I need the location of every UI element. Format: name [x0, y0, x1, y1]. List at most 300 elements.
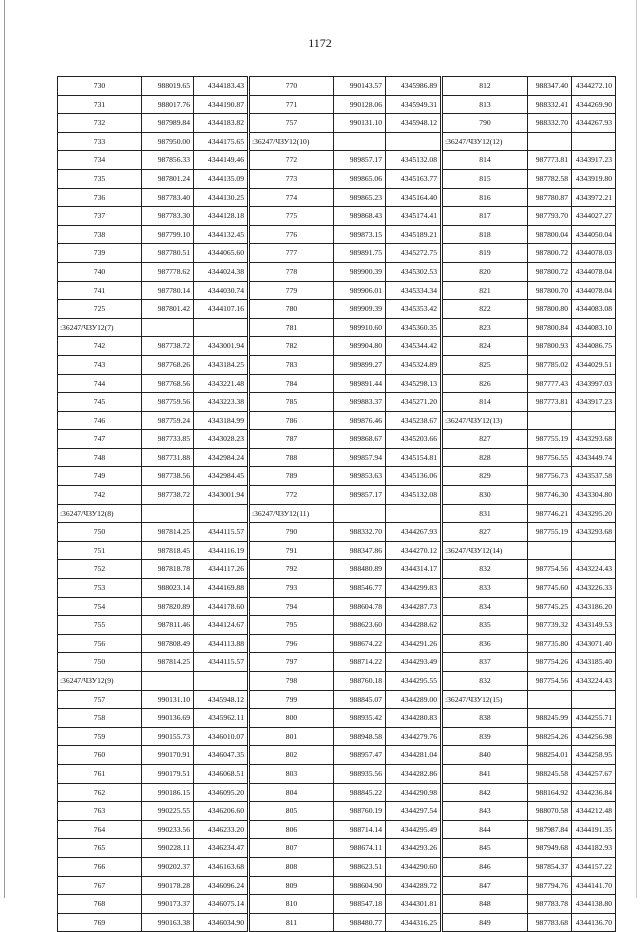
x-coordinate-cell: 990143.57: [334, 77, 386, 96]
point-number-cell: 742: [58, 337, 142, 356]
x-coordinate-cell: [528, 690, 572, 709]
y-coordinate-cell: 4344086.75: [572, 337, 616, 356]
point-number-cell: 738: [58, 225, 142, 244]
x-coordinate-cell: 987739.32: [528, 616, 572, 635]
x-coordinate-cell: 988935.56: [334, 764, 386, 783]
point-number-cell: 823: [442, 318, 528, 337]
y-coordinate-cell: 4345271.20: [386, 393, 442, 412]
x-coordinate-cell: 987987.84: [528, 820, 572, 839]
x-coordinate-cell: 987818.45: [142, 541, 194, 560]
point-number-cell: 824: [442, 337, 528, 356]
point-number-cell: 751: [58, 541, 142, 560]
coordinates-table: [57, 76, 616, 932]
table-row: [58, 709, 616, 728]
y-coordinate-cell: 4343149.53: [572, 616, 616, 635]
y-coordinate-cell: 4344157.22: [572, 857, 616, 876]
point-number-cell: 834: [442, 597, 528, 616]
point-number-cell: 799: [249, 690, 334, 709]
point-number-cell: 839: [442, 727, 528, 746]
y-coordinate-cell: 4343224.43: [572, 672, 616, 691]
y-coordinate-cell: 4345353.42: [386, 300, 442, 319]
x-coordinate-cell: 988623.51: [334, 857, 386, 876]
y-coordinate-cell: [572, 541, 616, 560]
y-coordinate-cell: 4343293.68: [572, 430, 616, 449]
y-coordinate-cell: 4345164.40: [386, 188, 442, 207]
table-row: [58, 597, 616, 616]
y-coordinate-cell: 4344236.84: [572, 783, 616, 802]
table-row: [58, 746, 616, 765]
y-coordinate-cell: 4344281.04: [386, 746, 442, 765]
point-number-cell: 833: [442, 579, 528, 598]
point-number-cell: 790: [442, 114, 528, 133]
point-number-cell: 790: [249, 523, 334, 542]
point-number-cell: 825: [442, 355, 528, 374]
x-coordinate-cell: 989906.01: [334, 281, 386, 300]
table-row: [58, 262, 616, 281]
x-coordinate-cell: 987808.49: [142, 634, 194, 653]
point-number-cell: 847: [442, 876, 528, 895]
x-coordinate-cell: 989891.44: [334, 374, 386, 393]
point-number-cell: 785: [249, 393, 334, 412]
y-coordinate-cell: 4344149.46: [194, 151, 249, 170]
y-coordinate-cell: 4343226.33: [572, 579, 616, 598]
x-coordinate-cell: 987800.72: [528, 262, 572, 281]
point-number-cell: 750: [58, 653, 142, 672]
y-coordinate-cell: 4344116.19: [194, 541, 249, 560]
x-coordinate-cell: [528, 411, 572, 430]
y-coordinate-cell: 4344190.87: [194, 95, 249, 114]
x-coordinate-cell: 989883.37: [334, 393, 386, 412]
point-number-cell: 804: [249, 783, 334, 802]
point-number-cell: 808: [249, 857, 334, 876]
table-row: [58, 151, 616, 170]
y-coordinate-cell: 4344288.62: [386, 616, 442, 635]
y-coordinate-cell: 4344083.10: [572, 318, 616, 337]
point-number-cell: 795: [249, 616, 334, 635]
x-coordinate-cell: 988347.86: [334, 541, 386, 560]
x-coordinate-cell: 989873.15: [334, 225, 386, 244]
table-row: [58, 727, 616, 746]
y-coordinate-cell: 4344027.27: [572, 207, 616, 226]
point-number-cell: 811: [249, 913, 334, 932]
point-number-cell: 745: [58, 393, 142, 412]
point-number-cell: 794: [249, 597, 334, 616]
y-coordinate-cell: 4343293.68: [572, 523, 616, 542]
x-coordinate-cell: 989857.17: [334, 151, 386, 170]
point-number-cell: 758: [58, 709, 142, 728]
x-coordinate-cell: [142, 318, 194, 337]
point-number-cell: 756: [58, 634, 142, 653]
table-row: [58, 430, 616, 449]
point-number-cell: 733: [58, 132, 142, 151]
point-number-cell: 740: [58, 262, 142, 281]
point-number-cell: 761: [58, 764, 142, 783]
x-coordinate-cell: 987773.81: [528, 393, 572, 412]
y-coordinate-cell: 4344136.70: [572, 913, 616, 932]
x-coordinate-cell: 989865.23: [334, 188, 386, 207]
y-coordinate-cell: 4345986.89: [386, 77, 442, 96]
x-coordinate-cell: 987989.84: [142, 114, 194, 133]
x-coordinate-cell: 987759.24: [142, 411, 194, 430]
y-coordinate-cell: [194, 504, 249, 523]
point-number-cell: 826: [442, 374, 528, 393]
table-row: [58, 114, 616, 133]
y-coordinate-cell: 4344267.93: [572, 114, 616, 133]
y-coordinate-cell: 4344289.72: [386, 876, 442, 895]
parcel-label-cell: :36247/ЧЗУ12(13): [442, 411, 528, 430]
table-row: [58, 820, 616, 839]
y-coordinate-cell: 4346095.20: [194, 783, 249, 802]
table-row: [58, 132, 616, 151]
point-number-cell: 813: [442, 95, 528, 114]
parcel-label-cell: :36247/ЧЗУ12(14): [442, 541, 528, 560]
y-coordinate-cell: 4344269.90: [572, 95, 616, 114]
point-number-cell: 735: [58, 169, 142, 188]
point-number-cell: 828: [442, 448, 528, 467]
y-coordinate-cell: 4344279.76: [386, 727, 442, 746]
table-row: [58, 318, 616, 337]
point-number-cell: 777: [249, 244, 334, 263]
point-number-cell: 840: [442, 746, 528, 765]
point-number-cell: 766: [58, 857, 142, 876]
x-coordinate-cell: 987738.56: [142, 467, 194, 486]
y-coordinate-cell: 4344256.98: [572, 727, 616, 746]
y-coordinate-cell: 4344191.35: [572, 820, 616, 839]
point-number-cell: 742: [58, 486, 142, 505]
x-coordinate-cell: 987756.55: [528, 448, 572, 467]
y-coordinate-cell: 4344290.98: [386, 783, 442, 802]
y-coordinate-cell: 4344314.17: [386, 560, 442, 579]
x-coordinate-cell: 989853.63: [334, 467, 386, 486]
x-coordinate-cell: 987801.24: [142, 169, 194, 188]
point-number-cell: 752: [58, 560, 142, 579]
y-coordinate-cell: 4343221.48: [194, 374, 249, 393]
y-coordinate-cell: 4343917.23: [572, 151, 616, 170]
y-coordinate-cell: 4345272.75: [386, 244, 442, 263]
y-coordinate-cell: 4344115.57: [194, 523, 249, 542]
x-coordinate-cell: 987811.46: [142, 616, 194, 635]
x-coordinate-cell: 987820.89: [142, 597, 194, 616]
x-coordinate-cell: 988760.19: [334, 802, 386, 821]
point-number-cell: 812: [442, 77, 528, 96]
x-coordinate-cell: 987773.81: [528, 151, 572, 170]
parcel-label-cell: :36247/ЧЗУ12(11): [249, 504, 334, 523]
y-coordinate-cell: 4346010.07: [194, 727, 249, 746]
y-coordinate-cell: 4344290.60: [386, 857, 442, 876]
table-row: [58, 300, 616, 319]
y-coordinate-cell: 4343972.21: [572, 188, 616, 207]
point-number-cell: 759: [58, 727, 142, 746]
point-number-cell: 798: [249, 672, 334, 691]
y-coordinate-cell: 4346047.35: [194, 746, 249, 765]
point-number-cell: 810: [249, 895, 334, 914]
y-coordinate-cell: 4343071.40: [572, 634, 616, 653]
x-coordinate-cell: 990170.91: [142, 746, 194, 765]
y-coordinate-cell: 4344287.73: [386, 597, 442, 616]
point-number-cell: 831: [442, 504, 528, 523]
x-coordinate-cell: 987814.25: [142, 653, 194, 672]
table-row: [58, 839, 616, 858]
x-coordinate-cell: 987799.10: [142, 225, 194, 244]
y-coordinate-cell: 4342984.45: [194, 467, 249, 486]
y-coordinate-cell: 4343919.80: [572, 169, 616, 188]
x-coordinate-cell: 987778.62: [142, 262, 194, 281]
point-number-cell: 842: [442, 783, 528, 802]
y-coordinate-cell: 4342984.24: [194, 448, 249, 467]
x-coordinate-cell: 988935.42: [334, 709, 386, 728]
y-coordinate-cell: 4344258.95: [572, 746, 616, 765]
table-row: [58, 393, 616, 412]
point-number-cell: 848: [442, 895, 528, 914]
x-coordinate-cell: 987768.26: [142, 355, 194, 374]
point-number-cell: 754: [58, 597, 142, 616]
y-coordinate-cell: 4343537.58: [572, 467, 616, 486]
point-number-cell: 844: [442, 820, 528, 839]
point-number-cell: 816: [442, 188, 528, 207]
table-row: [58, 95, 616, 114]
table-row: [58, 355, 616, 374]
y-coordinate-cell: 4345324.89: [386, 355, 442, 374]
table-row: [58, 337, 616, 356]
x-coordinate-cell: 989876.46: [334, 411, 386, 430]
y-coordinate-cell: 4344132.45: [194, 225, 249, 244]
point-number-cell: 832: [442, 560, 528, 579]
table-row: [58, 634, 616, 653]
x-coordinate-cell: 987754.56: [528, 560, 572, 579]
y-coordinate-cell: 4344299.83: [386, 579, 442, 598]
y-coordinate-cell: 4345136.06: [386, 467, 442, 486]
point-number-cell: 796: [249, 634, 334, 653]
y-coordinate-cell: 4345962.11: [194, 709, 249, 728]
point-number-cell: 782: [249, 337, 334, 356]
point-number-cell: 818: [442, 225, 528, 244]
x-coordinate-cell: 989904.80: [334, 337, 386, 356]
scan-edge-left: [4, 0, 5, 898]
point-number-cell: 772: [249, 151, 334, 170]
y-coordinate-cell: 4344183.82: [194, 114, 249, 133]
point-number-cell: 778: [249, 262, 334, 281]
y-coordinate-cell: 4344124.67: [194, 616, 249, 635]
x-coordinate-cell: 988245.99: [528, 709, 572, 728]
x-coordinate-cell: 988480.89: [334, 560, 386, 579]
point-number-cell: 807: [249, 839, 334, 858]
point-number-cell: 845: [442, 839, 528, 858]
parcel-label-cell: :36247/ЧЗУ12(12): [442, 132, 528, 151]
parcel-label-cell: :36247/ЧЗУ12(15): [442, 690, 528, 709]
x-coordinate-cell: 987746.21: [528, 504, 572, 523]
x-coordinate-cell: 989899.27: [334, 355, 386, 374]
y-coordinate-cell: 4345238.67: [386, 411, 442, 430]
y-coordinate-cell: 4344117.26: [194, 560, 249, 579]
x-coordinate-cell: 987949.68: [528, 839, 572, 858]
table-row: [58, 913, 616, 932]
x-coordinate-cell: 988714.14: [334, 820, 386, 839]
y-coordinate-cell: 4344065.60: [194, 244, 249, 263]
y-coordinate-cell: [386, 504, 442, 523]
y-coordinate-cell: 4344138.80: [572, 895, 616, 914]
y-coordinate-cell: 4343185.40: [572, 653, 616, 672]
x-coordinate-cell: 987818.78: [142, 560, 194, 579]
point-number-cell: 787: [249, 430, 334, 449]
point-number-cell: 748: [58, 448, 142, 467]
x-coordinate-cell: 990186.15: [142, 783, 194, 802]
point-number-cell: 773: [249, 169, 334, 188]
x-coordinate-cell: 987755.19: [528, 523, 572, 542]
x-coordinate-cell: 989865.06: [334, 169, 386, 188]
point-number-cell: 814: [442, 151, 528, 170]
x-coordinate-cell: 989857.17: [334, 486, 386, 505]
point-number-cell: 802: [249, 746, 334, 765]
table-row: [58, 467, 616, 486]
point-number-cell: 820: [442, 262, 528, 281]
x-coordinate-cell: 987782.58: [528, 169, 572, 188]
y-coordinate-cell: 4344141.70: [572, 876, 616, 895]
point-number-cell: 814: [442, 393, 528, 412]
x-coordinate-cell: 989909.39: [334, 300, 386, 319]
point-number-cell: 846: [442, 857, 528, 876]
point-number-cell: 730: [58, 77, 142, 96]
x-coordinate-cell: 988604.78: [334, 597, 386, 616]
x-coordinate-cell: 988480.77: [334, 913, 386, 932]
x-coordinate-cell: 987800.70: [528, 281, 572, 300]
x-coordinate-cell: 987785.02: [528, 355, 572, 374]
x-coordinate-cell: 988254.26: [528, 727, 572, 746]
y-coordinate-cell: 4343184.25: [194, 355, 249, 374]
y-coordinate-cell: 4345334.34: [386, 281, 442, 300]
x-coordinate-cell: 987800.80: [528, 300, 572, 319]
table-row: [58, 523, 616, 542]
x-coordinate-cell: 990202.37: [142, 857, 194, 876]
point-number-cell: 771: [249, 95, 334, 114]
point-number-cell: 815: [442, 169, 528, 188]
point-number-cell: 772: [249, 486, 334, 505]
x-coordinate-cell: 988546.77: [334, 579, 386, 598]
x-coordinate-cell: 987800.84: [528, 318, 572, 337]
y-coordinate-cell: 4344135.09: [194, 169, 249, 188]
point-number-cell: 762: [58, 783, 142, 802]
point-number-cell: 789: [249, 467, 334, 486]
point-number-cell: 821: [442, 281, 528, 300]
point-number-cell: 765: [58, 839, 142, 858]
x-coordinate-cell: [528, 132, 572, 151]
y-coordinate-cell: 4344078.04: [572, 262, 616, 281]
y-coordinate-cell: [572, 132, 616, 151]
y-coordinate-cell: 4346096.24: [194, 876, 249, 895]
table-row: [58, 560, 616, 579]
point-number-cell: 763: [58, 802, 142, 821]
x-coordinate-cell: 988623.60: [334, 616, 386, 635]
y-coordinate-cell: 4343001.94: [194, 337, 249, 356]
page-number: 1172: [308, 36, 332, 50]
y-coordinate-cell: 4344291.26: [386, 634, 442, 653]
y-coordinate-cell: [194, 672, 249, 691]
parcel-label-cell: :36247/ЧЗУ12(7): [58, 318, 142, 337]
y-coordinate-cell: 4344024.38: [194, 262, 249, 281]
x-coordinate-cell: 987745.60: [528, 579, 572, 598]
y-coordinate-cell: 4344130.25: [194, 188, 249, 207]
point-number-cell: 775: [249, 207, 334, 226]
y-coordinate-cell: 4346163.68: [194, 857, 249, 876]
point-number-cell: 784: [249, 374, 334, 393]
table-row: [58, 486, 616, 505]
point-number-cell: 797: [249, 653, 334, 672]
point-number-cell: 755: [58, 616, 142, 635]
table-row: [58, 504, 616, 523]
y-coordinate-cell: 4345174.41: [386, 207, 442, 226]
y-coordinate-cell: 4344293.26: [386, 839, 442, 858]
y-coordinate-cell: 4344050.04: [572, 225, 616, 244]
point-number-cell: 832: [442, 672, 528, 691]
y-coordinate-cell: [386, 132, 442, 151]
x-coordinate-cell: 987780.14: [142, 281, 194, 300]
y-coordinate-cell: 4344178.60: [194, 597, 249, 616]
y-coordinate-cell: 4344295.55: [386, 672, 442, 691]
table-row: [58, 857, 616, 876]
table-row: [58, 448, 616, 467]
point-number-cell: 779: [249, 281, 334, 300]
table-row: [58, 225, 616, 244]
point-number-cell: 747: [58, 430, 142, 449]
table-row: [58, 783, 616, 802]
x-coordinate-cell: 988019.65: [142, 77, 194, 96]
table-row: [58, 411, 616, 430]
x-coordinate-cell: 989857.94: [334, 448, 386, 467]
x-coordinate-cell: 988674.11: [334, 839, 386, 858]
point-number-cell: 835: [442, 616, 528, 635]
table-row: [58, 244, 616, 263]
point-number-cell: 744: [58, 374, 142, 393]
y-coordinate-cell: 4343184.99: [194, 411, 249, 430]
y-coordinate-cell: 4345360.35: [386, 318, 442, 337]
x-coordinate-cell: 987738.72: [142, 486, 194, 505]
x-coordinate-cell: 990128.06: [334, 95, 386, 114]
point-number-cell: 776: [249, 225, 334, 244]
y-coordinate-cell: 4346075.14: [194, 895, 249, 914]
point-number-cell: 849: [442, 913, 528, 932]
point-number-cell: 803: [249, 764, 334, 783]
point-number-cell: 749: [58, 467, 142, 486]
x-coordinate-cell: 990225.55: [142, 802, 194, 821]
x-coordinate-cell: 988347.40: [528, 77, 572, 96]
y-coordinate-cell: 4345948.12: [194, 690, 249, 709]
point-number-cell: 837: [442, 653, 528, 672]
x-coordinate-cell: 989891.75: [334, 244, 386, 263]
point-number-cell: 841: [442, 764, 528, 783]
x-coordinate-cell: 987733.85: [142, 430, 194, 449]
y-coordinate-cell: 4344282.86: [386, 764, 442, 783]
x-coordinate-cell: 988948.58: [334, 727, 386, 746]
table-row: [58, 764, 616, 783]
x-coordinate-cell: 987783.40: [142, 188, 194, 207]
x-coordinate-cell: 987800.93: [528, 337, 572, 356]
y-coordinate-cell: 4343223.38: [194, 393, 249, 412]
x-coordinate-cell: 987756.73: [528, 467, 572, 486]
y-coordinate-cell: 4344078.03: [572, 244, 616, 263]
x-coordinate-cell: 987768.56: [142, 374, 194, 393]
y-coordinate-cell: 4343304.80: [572, 486, 616, 505]
point-number-cell: 732: [58, 114, 142, 133]
y-coordinate-cell: 4345132.08: [386, 486, 442, 505]
x-coordinate-cell: 988070.58: [528, 802, 572, 821]
point-number-cell: 780: [249, 300, 334, 319]
scan-edge-right: [636, 0, 637, 898]
parcel-label-cell: :36247/ЧЗУ12(10): [249, 132, 334, 151]
y-coordinate-cell: 4345344.42: [386, 337, 442, 356]
x-coordinate-cell: 990155.73: [142, 727, 194, 746]
table-row: [58, 579, 616, 598]
x-coordinate-cell: [142, 504, 194, 523]
x-coordinate-cell: 987783.78: [528, 895, 572, 914]
